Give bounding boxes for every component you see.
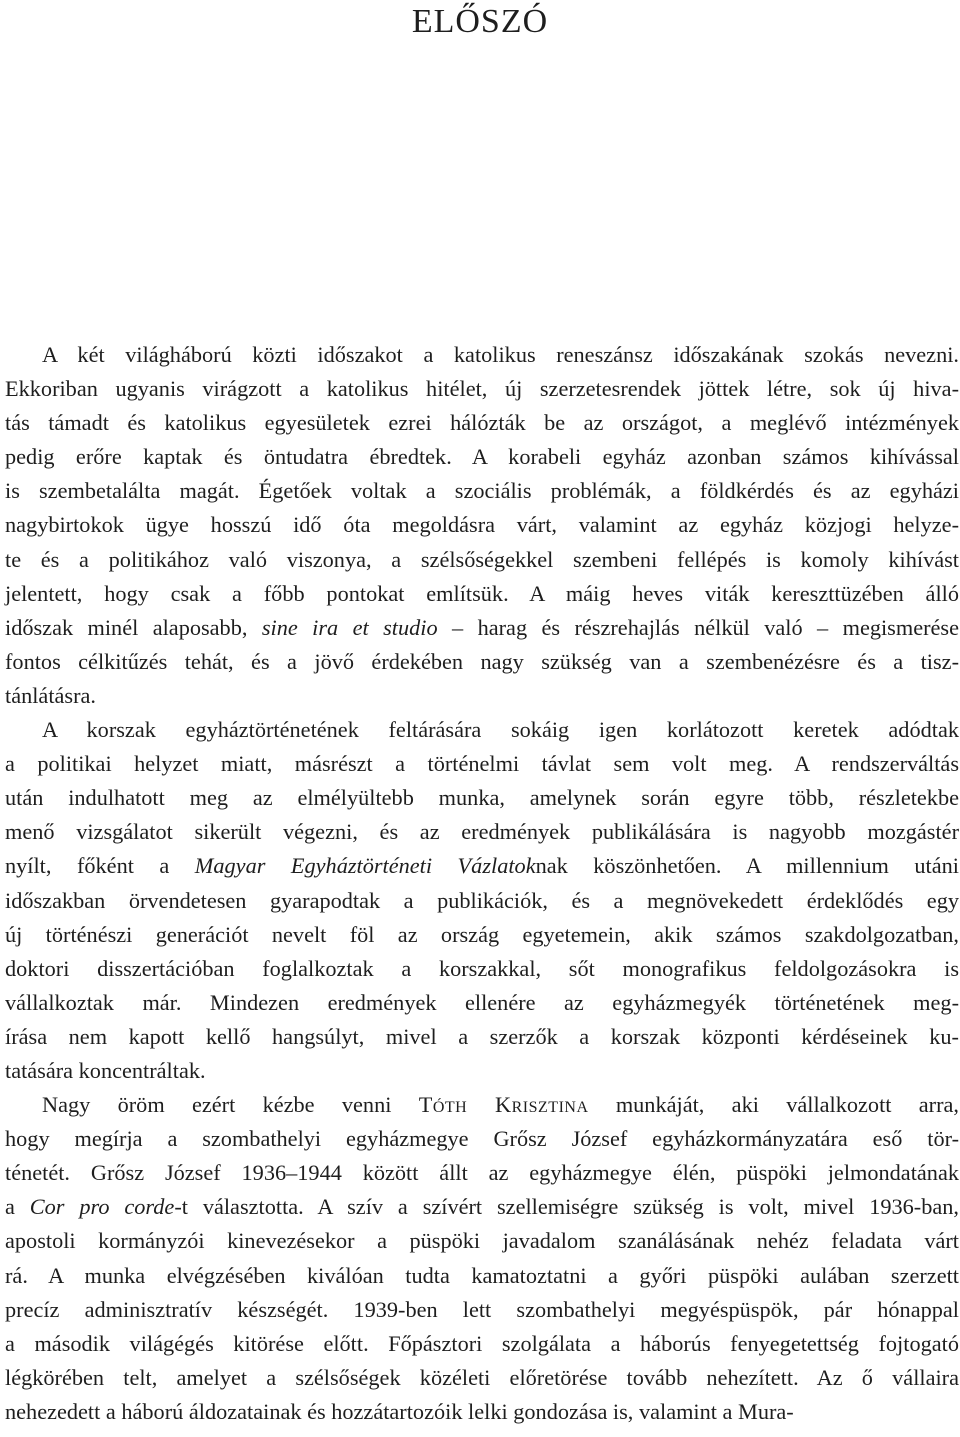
- text-line: [5, 406, 959, 440]
- text-line: [5, 884, 959, 918]
- text-segment: jelentett, hogy csak a főbb pontokat említsük. A máig heves viták kereszttüzében álló: [5, 580, 959, 606]
- text-line: [5, 1361, 959, 1395]
- text-segment: vállalkoztak már. Mindezen eredmények ellenére az egyházmegyék történetének meg-: [5, 989, 959, 1015]
- text-segment: nyílt, főként a: [5, 853, 195, 879]
- text-segment: precíz adminisztratív készségét. 1939-ben lett szombathelyi megyéspüspök, pár hónappal: [5, 1296, 959, 1322]
- text-line: [5, 543, 959, 577]
- text-line: [5, 1224, 959, 1258]
- text-segment: ténetét. Grősz József 1936–1944 között állt az egyházmegye élén, püspöki jelmondatának: [5, 1160, 959, 1186]
- text-line: [5, 986, 959, 1020]
- text-segment: Ekkoriban ugyanis virágzott a katolikus hitélet, új szerzetesrendek jöttek létre, sok új hiva-: [5, 376, 959, 402]
- text-segment: a politikai helyzet miatt, másrészt a történelmi távlat sem volt meg. A rendszerváltás: [5, 751, 959, 777]
- text-segment: tatására koncentráltak.: [5, 1057, 206, 1083]
- text-segment: rá. A munka elvégzésében kiválóan tudta kamatoztatni a győri püspöki aulában szerzett: [5, 1262, 959, 1288]
- author-name: Tóth Krisztina: [418, 1092, 589, 1118]
- text-line: [5, 372, 959, 406]
- text-line: [5, 952, 959, 986]
- text-segment: te és a politikához való viszonya, a szélsőségekkel szembeni fellépés is komoly kihívást: [5, 546, 959, 572]
- text-segment: A két világháború közti időszakot a katolikus reneszánsz időszakának szokás nevezni.: [42, 342, 959, 367]
- text-segment: után indulhatott meg az elmélyültebb munka, amelynek során egyre több, részletekbe: [5, 785, 959, 811]
- text-segment: nagybirtokok ügye hosszú idő óta megoldásra várt, valamint az egyház közjogi helyze-: [5, 512, 959, 538]
- text-segment: írása nem kapott kellő hangsúlyt, mivel a szerzők a korszak központi kérdéseinek ku-: [5, 1023, 959, 1049]
- text-line: [5, 1156, 959, 1190]
- italic-text: Magyar Egyháztörténeti Vázlatok: [194, 853, 536, 879]
- text-segment: -t választotta. A szív a szívért szellemiségre szükség is volt, mivel 1936-ban,: [174, 1194, 959, 1220]
- text-line: [5, 611, 959, 645]
- text-line: [5, 1190, 959, 1224]
- paragraph: [5, 713, 959, 1088]
- paragraph: [5, 338, 959, 713]
- text-line: [5, 474, 959, 508]
- text-segment: munkáját, aki vállalkozott arra,: [588, 1092, 959, 1118]
- text-line: [5, 1395, 959, 1429]
- text-segment: – harag és részrehajlás nélkül való – megismerése: [437, 614, 959, 640]
- italic-text: Cor pro corde: [29, 1194, 175, 1220]
- text-segment: nak köszönhetően. A millennium utáni: [535, 853, 959, 879]
- text-segment: apostoli kormányzói kinevezésekor a püspöki javadalom szanálásának nehéz feladata várt: [5, 1228, 959, 1254]
- text-segment: tánlátásra.: [5, 682, 96, 708]
- text-segment: időszakban örvendetesen gyarapodtak a publikációk, és a megnövekedett érdeklődés egy: [5, 887, 959, 913]
- text-line: [5, 1259, 959, 1293]
- text-line: [5, 1088, 959, 1122]
- text-segment: is szembetalálta magát. Égetőek voltak a szociális problémák, a földkérdés és az egyházi: [5, 478, 959, 504]
- text-segment: hogy megírja a szombathelyi egyházmegye Grősz József egyházkormányzatára eső tör-: [5, 1126, 959, 1152]
- page-title: ELŐSZÓ: [411, 3, 549, 40]
- paragraph: [5, 1088, 959, 1429]
- text-line: [5, 1293, 959, 1327]
- text-segment: fontos célkitűzés tehát, és a jövő érdekében nagy szükség van a szembenézésre és a tisz-: [5, 648, 959, 674]
- text-line: [5, 815, 959, 849]
- text-segment: a: [5, 1194, 30, 1220]
- text-line: [5, 577, 959, 611]
- text-line: [5, 747, 959, 781]
- text-line: [5, 645, 959, 679]
- text-line: [5, 713, 959, 747]
- text-segment: a második világégés kitörése előtt. Főpásztori szolgálata a háborús fenyegetettség fojtogató: [5, 1330, 959, 1356]
- text-segment: Nagy öröm ezért kézbe venni: [42, 1092, 419, 1118]
- text-line: [5, 918, 959, 952]
- text-segment: tás támadt és katolikus egyesületek ezrei hálózták be az országot, a meglévő intézmények: [5, 410, 959, 436]
- text-segment: légkörében telt, amelyet a szélsőségek közéleti előretörése tovább nehezített. Az ő vállaira: [5, 1364, 959, 1390]
- text-segment: A korszak egyháztörténetének feltárására sokáig igen korlátozott keretek adódtak: [42, 717, 959, 743]
- italic-text: sine ira et studio: [261, 614, 438, 640]
- text-segment: doktori disszertációban foglalkoztak a korszakkal, sőt monografikus feldolgozásokra is: [5, 955, 959, 981]
- text-line: [5, 1054, 959, 1088]
- text-line: [5, 508, 959, 542]
- text-segment: pedig erőre kaptak és öntudatra ébredtek. A korabeli egyház azonban számos kihívással: [5, 444, 959, 470]
- text-line: [5, 781, 959, 815]
- text-line: [5, 679, 959, 713]
- text-segment: nehezedett a háború áldozatainak és hozzátartozóik lelki gondozása is, valamint a Mura-: [5, 1398, 794, 1424]
- preface-body: [5, 338, 959, 1429]
- text-line: [5, 1020, 959, 1054]
- text-segment: időszak minél alaposabb,: [5, 614, 262, 640]
- text-segment: menő vizsgálatot sikerült végezni, és az eredmények publikálására is nagyobb mozgástér: [5, 819, 959, 845]
- text-line: [5, 338, 959, 372]
- text-line: [5, 849, 959, 883]
- text-line: [5, 1327, 959, 1361]
- text-line: [5, 1122, 959, 1156]
- text-line: [5, 440, 959, 474]
- text-segment: új történészi generációt nevelt föl az ország egyetemein, akik számos szakdolgozatban,: [5, 921, 959, 947]
